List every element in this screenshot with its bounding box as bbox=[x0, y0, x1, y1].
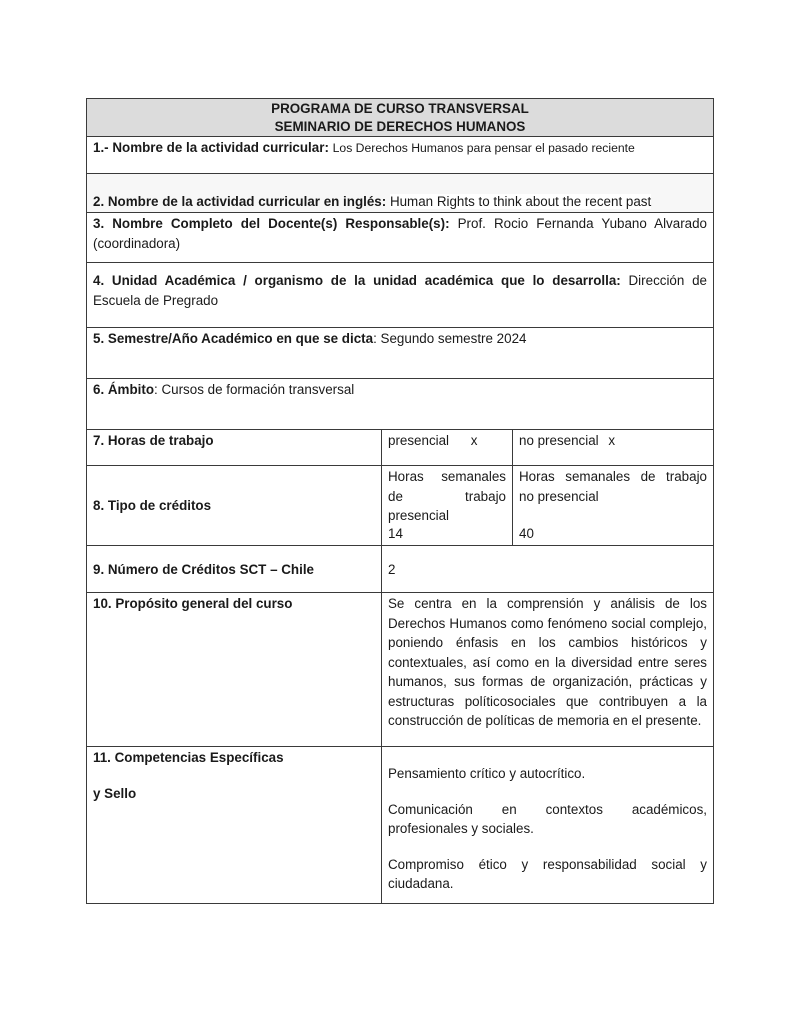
presencial-label: presencial bbox=[388, 433, 450, 448]
colon: : bbox=[154, 382, 158, 397]
row-label: 1.- Nombre de la actividad curricular: bbox=[93, 140, 329, 155]
row-value: Los Derechos Humanos para pensar el pasado reciente bbox=[332, 141, 635, 155]
weekly-hours-presencial bbox=[382, 466, 513, 545]
row-label: 6. Ámbito bbox=[93, 382, 155, 397]
header-title: PROGRAMA DE CURSO TRANSVERSAL bbox=[271, 101, 529, 116]
row-value: 2 bbox=[388, 562, 396, 577]
row-academic-unit bbox=[87, 262, 713, 327]
competency-item: Compromiso ético y responsabilidad social y ciudadana. bbox=[388, 856, 707, 891]
row-value: Cursos de formación transversal bbox=[161, 382, 355, 397]
row-competencies bbox=[87, 746, 713, 903]
col-text: Horas semanales bbox=[388, 469, 506, 484]
row-value: Se centra en la comprensión y análisis de los Derechos Humanos como fenómeno social complejo, poniendo énfasis en los cambios históricos y contextuales, así como en la diversidad entre seres humanos, sus formas de organización, prácticas y estructuras políticosociales que contribuyen a la construcción de políticas de memoria en el presente. bbox=[388, 596, 707, 728]
row-sct-credits bbox=[87, 545, 713, 592]
presencial-hours-value: 14 bbox=[388, 525, 403, 541]
col-text: presencial bbox=[388, 508, 450, 523]
row-activity-name-english bbox=[87, 173, 713, 212]
competency-item: Comunicación en contextos académicos, profesionales y sociales. bbox=[388, 801, 707, 836]
col-text: no presencial bbox=[519, 488, 599, 504]
row-label: 3. Nombre Completo del Docente(s) Responsable(s): bbox=[93, 216, 450, 231]
col-text: trabajo bbox=[465, 488, 506, 504]
row-label: 9. Número de Créditos SCT – Chile bbox=[87, 546, 382, 592]
row-label: 4. Unidad Académica / organismo de la unidad académica que lo desarrolla: bbox=[93, 273, 621, 288]
header-subtitle: SEMINARIO DE DERECHOS HUMANOS bbox=[274, 118, 526, 134]
competencies-label-cont: y Sello bbox=[93, 785, 137, 801]
row-value: Segundo semestre 2024 bbox=[380, 331, 527, 346]
weekly-hours-no-presencial bbox=[513, 466, 713, 545]
row-label bbox=[87, 747, 382, 903]
row-scope bbox=[87, 378, 713, 429]
row-label bbox=[87, 466, 382, 545]
row-label: 7. Horas de trabajo bbox=[87, 430, 382, 465]
row-value-cont: (coordinadora) bbox=[93, 235, 181, 251]
row-semester bbox=[87, 327, 713, 378]
row-value: Prof. Rocio Fernanda Yubano Alvarado bbox=[457, 216, 707, 231]
row-label: 10. Propósito general del curso bbox=[87, 593, 382, 746]
row-credit-type bbox=[87, 465, 713, 545]
col-text: Horas semanales de trabajo bbox=[519, 469, 707, 484]
row-value-cont: Escuela de Pregrado bbox=[93, 292, 219, 308]
no-presencial-hours-value: 40 bbox=[519, 525, 534, 541]
course-program-table bbox=[86, 98, 714, 904]
credit-type-label: 8. Tipo de créditos bbox=[93, 497, 212, 513]
competencies-list bbox=[382, 747, 713, 903]
table-header bbox=[87, 99, 713, 136]
competency-item: Pensamiento crítico y autocrítico. bbox=[388, 766, 586, 781]
competencies-label: 11. Competencias Específicas bbox=[93, 750, 284, 765]
col-text: de bbox=[388, 488, 403, 504]
row-work-hours bbox=[87, 429, 713, 465]
presencial-mark: x bbox=[470, 433, 478, 448]
hours-presencial bbox=[382, 430, 513, 465]
row-activity-name bbox=[87, 136, 713, 173]
row-label: 5. Semestre/Año Académico en que se dicta bbox=[93, 331, 374, 346]
row-teacher bbox=[87, 212, 713, 262]
row-value: Dirección de bbox=[628, 273, 707, 288]
row-label: 2. Nombre de la actividad curricular en inglés: bbox=[93, 194, 387, 209]
no-presencial-label: no presencial bbox=[519, 433, 599, 448]
row-value: Human Rights to think about the recent past bbox=[389, 194, 652, 209]
hours-no-presencial bbox=[513, 430, 713, 465]
no-presencial-mark: x bbox=[608, 433, 616, 448]
row-purpose bbox=[87, 592, 713, 746]
colon: : bbox=[373, 331, 377, 346]
